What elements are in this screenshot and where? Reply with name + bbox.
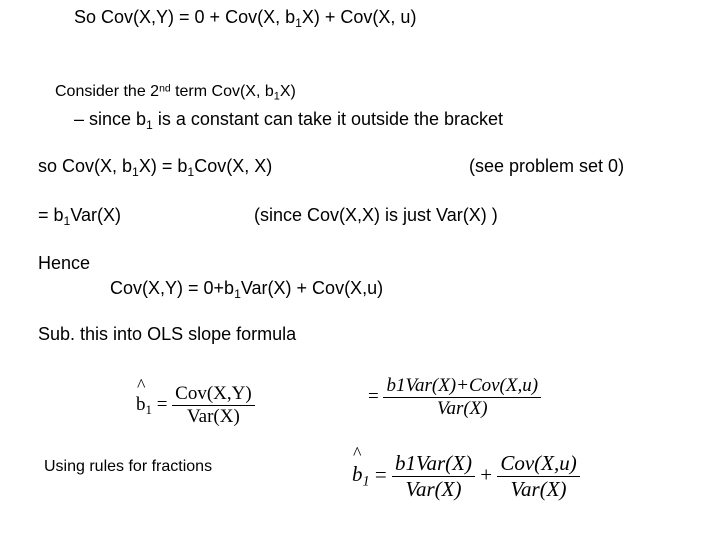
fraction-numerator: Cov(X,u)	[497, 451, 579, 477]
line-cov-result: $Cov(X,Y) = 0+b_1Var(X) + Cov(X,u)$	[110, 278, 384, 301]
problem-set-note: (see problem set 0)	[469, 156, 625, 176]
fraction-numerator: b1Var(X)+Cov(X,u)	[383, 375, 541, 398]
second-fraction	[497, 451, 579, 502]
hence-label: Hence	[38, 253, 91, 273]
line-cov-b1-x: so Cov(X, $b_1X) = b_1Cov(X$, X)	[38, 156, 273, 179]
substituted-fraction	[383, 375, 541, 420]
cov-over-var-fraction	[172, 383, 255, 428]
fraction-numerator: b1Var(X)	[392, 451, 475, 477]
fraction-denominator: Var(X)	[187, 406, 240, 427]
fraction-denominator: Var(X)	[510, 477, 567, 501]
line-constant-note: – since $b_1$ is a constant can take it outside the bracket	[74, 109, 504, 132]
fraction-denominator: Var(X)	[436, 398, 488, 419]
b1-hat-symbol: ^ $b_1$	[352, 443, 370, 490]
line-cov-expansion: So Cov(X,Y) = 0 + Cov(X, $b_1X) + Cov(X$, u)	[74, 7, 417, 30]
line-second-term: Consider the 2nd term Cov(X, $b_1X$)	[55, 83, 296, 103]
equals-sign: =	[374, 462, 392, 487]
substituted-formula	[368, 375, 541, 420]
line-ols-sub: Sub. this into OLS slope formula	[38, 324, 297, 344]
first-fraction	[392, 451, 475, 502]
line-b1-var: = $b_1Var(X)$	[38, 205, 122, 228]
b1-hat-symbol: ^ $b_1$	[136, 374, 152, 417]
ols-slope-formula	[136, 374, 255, 428]
cov-var-note: (since Cov(X,X) is just Var(X) )	[254, 205, 498, 225]
equals-sign: =	[156, 393, 173, 415]
split-fraction-formula	[352, 443, 580, 502]
equals-sign: =	[368, 385, 384, 407]
fractions-footnote: Using rules for fractions	[44, 458, 213, 475]
fraction-numerator: Cov(X,Y)	[172, 383, 255, 406]
plus-sign: +	[480, 462, 498, 487]
fraction-denominator: Var(X)	[405, 477, 462, 501]
